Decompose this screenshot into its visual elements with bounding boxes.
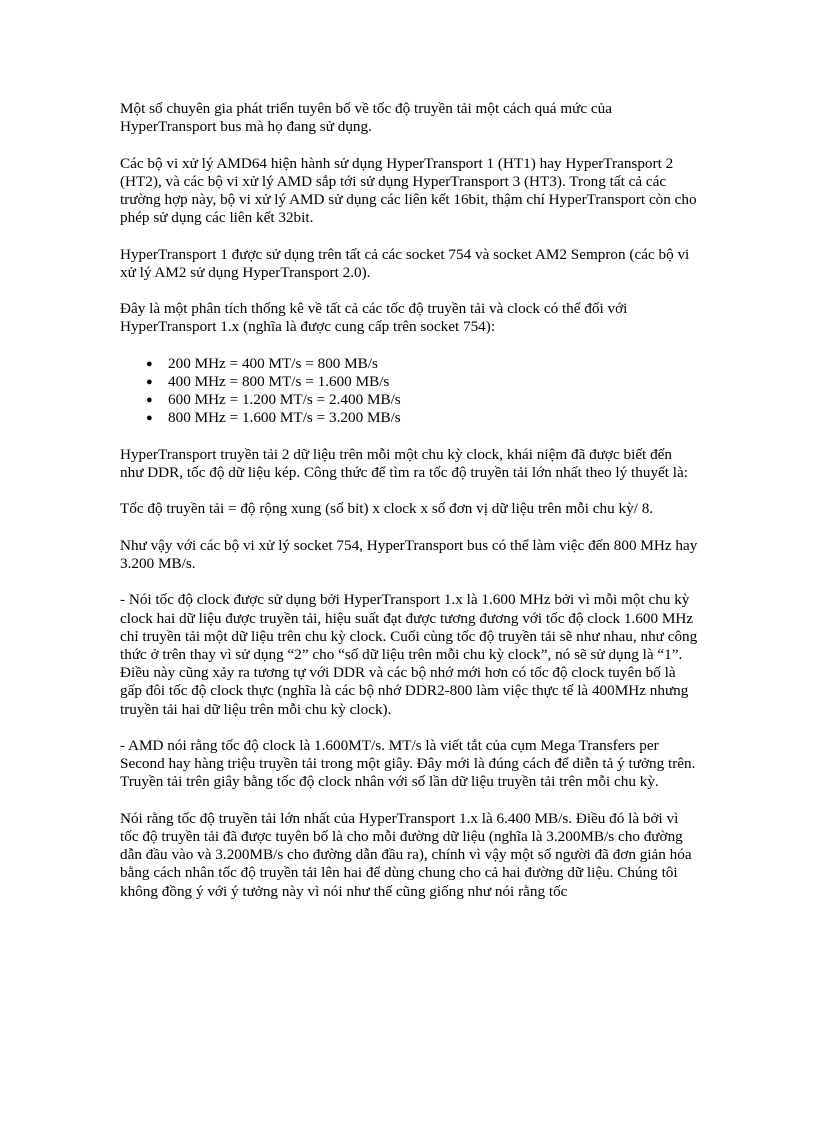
list-item (146, 391, 698, 409)
paragraph-intro: Một số chuyên gia phát triển tuyên bố về tốc độ truyền tải một cách quá mức của HyperTransport bus mà họ đang sử dụng. (120, 100, 612, 136)
list-item-text: 400 MHz = 800 MT/s = 1.600 MB/s (168, 372, 390, 390)
list-item-text: 600 MHz = 1.200 MT/s = 2.400 MB/s (168, 391, 401, 409)
paragraph-amd64-ht: Các bộ vi xử lý AMD64 hiện hành sử dụng HyperTransport 1 (HT1) hay HyperTransport 2 (HT2), và các bộ vi xử lý AMD sắp tới sử dụng HyperTransport 3 (HT3). Trong tất cả các trường hợp này, bộ vi xử lý AMD sử dụng các liên kết 16bit, thậm chí HyperTransport còn cho phép sử dụng các liên kết 32bit. (120, 154, 697, 227)
paragraph-max-rate: Nói rằng tốc độ truyền tải lớn nhất của HyperTransport 1.x là 6.400 MB/s. Điều đó là bởi vì tốc độ truyền tải đã được tuyên bố là cho mỗi đường dữ liệu (nghĩa là 3.200MB/s cho đường dẫn đầu vào và 3.200MB/s cho đường dẫn đầu ra), chính vì vậy một số người đã đơn giản hóa bằng cách nhân tốc độ truyền tải lên hai để dùng chung cho cả hai đường dữ liệu. Chúng tôi không đồng ý với ý tưởng này vì nói như thế cũng giống như nói rằng tốc (120, 809, 692, 900)
list-item (146, 354, 698, 373)
list-item (146, 372, 698, 391)
list-item-text: 800 MHz = 1.600 MT/s = 3.200 MB/s (168, 409, 401, 427)
paragraph-ht1-socket: HyperTransport 1 được sử dụng trên tất cả các socket 754 và socket AM2 Sempron (các bộ vi xử lý AM2 sử dụng HyperTransport 2.0). (120, 245, 690, 281)
bullet-icon: ● (146, 357, 153, 370)
paragraph-socket754: Như vậy với các bộ vi xử lý socket 754, HyperTransport bus có thể làm việc đến 800 MHz hay 3.200 MB/s. (120, 536, 698, 572)
bullet-icon: ● (146, 394, 153, 407)
paragraph-clock-claim: - Nói tốc độ clock được sử dụng bởi HyperTransport 1.x là 1.600 MHz bởi vì mỗi một chu kỳ clock hai dữ liệu được truyền tải, hiệu suất đạt được tương đương với tốc độ clock 1.600 MHz chỉ truyền tải một dữ liệu trên chu kỳ clock. Cuối cùng tốc độ truyền tải sẽ như nhau, như công thức ở trên thay vì sử dụng “2” cho “số dữ liệu trên mỗi chu kỳ clock”, nó sẽ sử dụng là “1”. Điều này cũng xảy ra tương tự với DDR và các bộ nhớ mới hơn có tốc độ clock tuyên bố là gấp đôi tốc độ clock thực (nghĩa là các bộ nhớ DDR2-800 làm việc thực tế là 400MHz nhưng truyền tải hai dữ liệu trên mỗi chu kỳ clock). (120, 591, 698, 718)
list-item (146, 409, 698, 427)
bullet-icon: ● (146, 375, 153, 388)
paragraph-analysis-intro: Đây là một phân tích thống kê về tất cả các tốc độ truyền tải và clock có thể đối với HyperTransport 1.x (nghĩa là được cung cấp trên socket 754): (120, 300, 628, 336)
paragraph-ddr: HyperTransport truyền tải 2 dữ liệu trên mỗi một chu kỳ clock, khái niệm đã được biết đến như DDR, tốc độ dữ liệu kép. Công thức để tìm ra tốc độ truyền tải lớn nhất theo lý thuyết là: (120, 445, 688, 481)
paragraph-mts-claim: - AMD nói rằng tốc độ clock là 1.600MT/s. MT/s là viết tắt của cụm Mega Transfers per Second hay hàng triệu truyền tải trong một giây. Đây mới là đúng cách để diễn tả ý tưởng trên. Truyền tải trên giây bằng tốc độ clock nhân với số lần dữ liệu truyền tải trên mỗi chu kỳ. (120, 736, 696, 791)
paragraph-formula: Tốc độ truyền tải = độ rộng xung (số bit) x clock x số đơn vị dữ liệu trên mỗi chu kỳ/ 8. (120, 500, 654, 518)
bullet-icon: ● (146, 412, 153, 425)
list-item-text: 200 MHz = 400 MT/s = 800 MB/s (168, 354, 378, 372)
document-page (120, 100, 698, 919)
speed-list (120, 355, 698, 428)
